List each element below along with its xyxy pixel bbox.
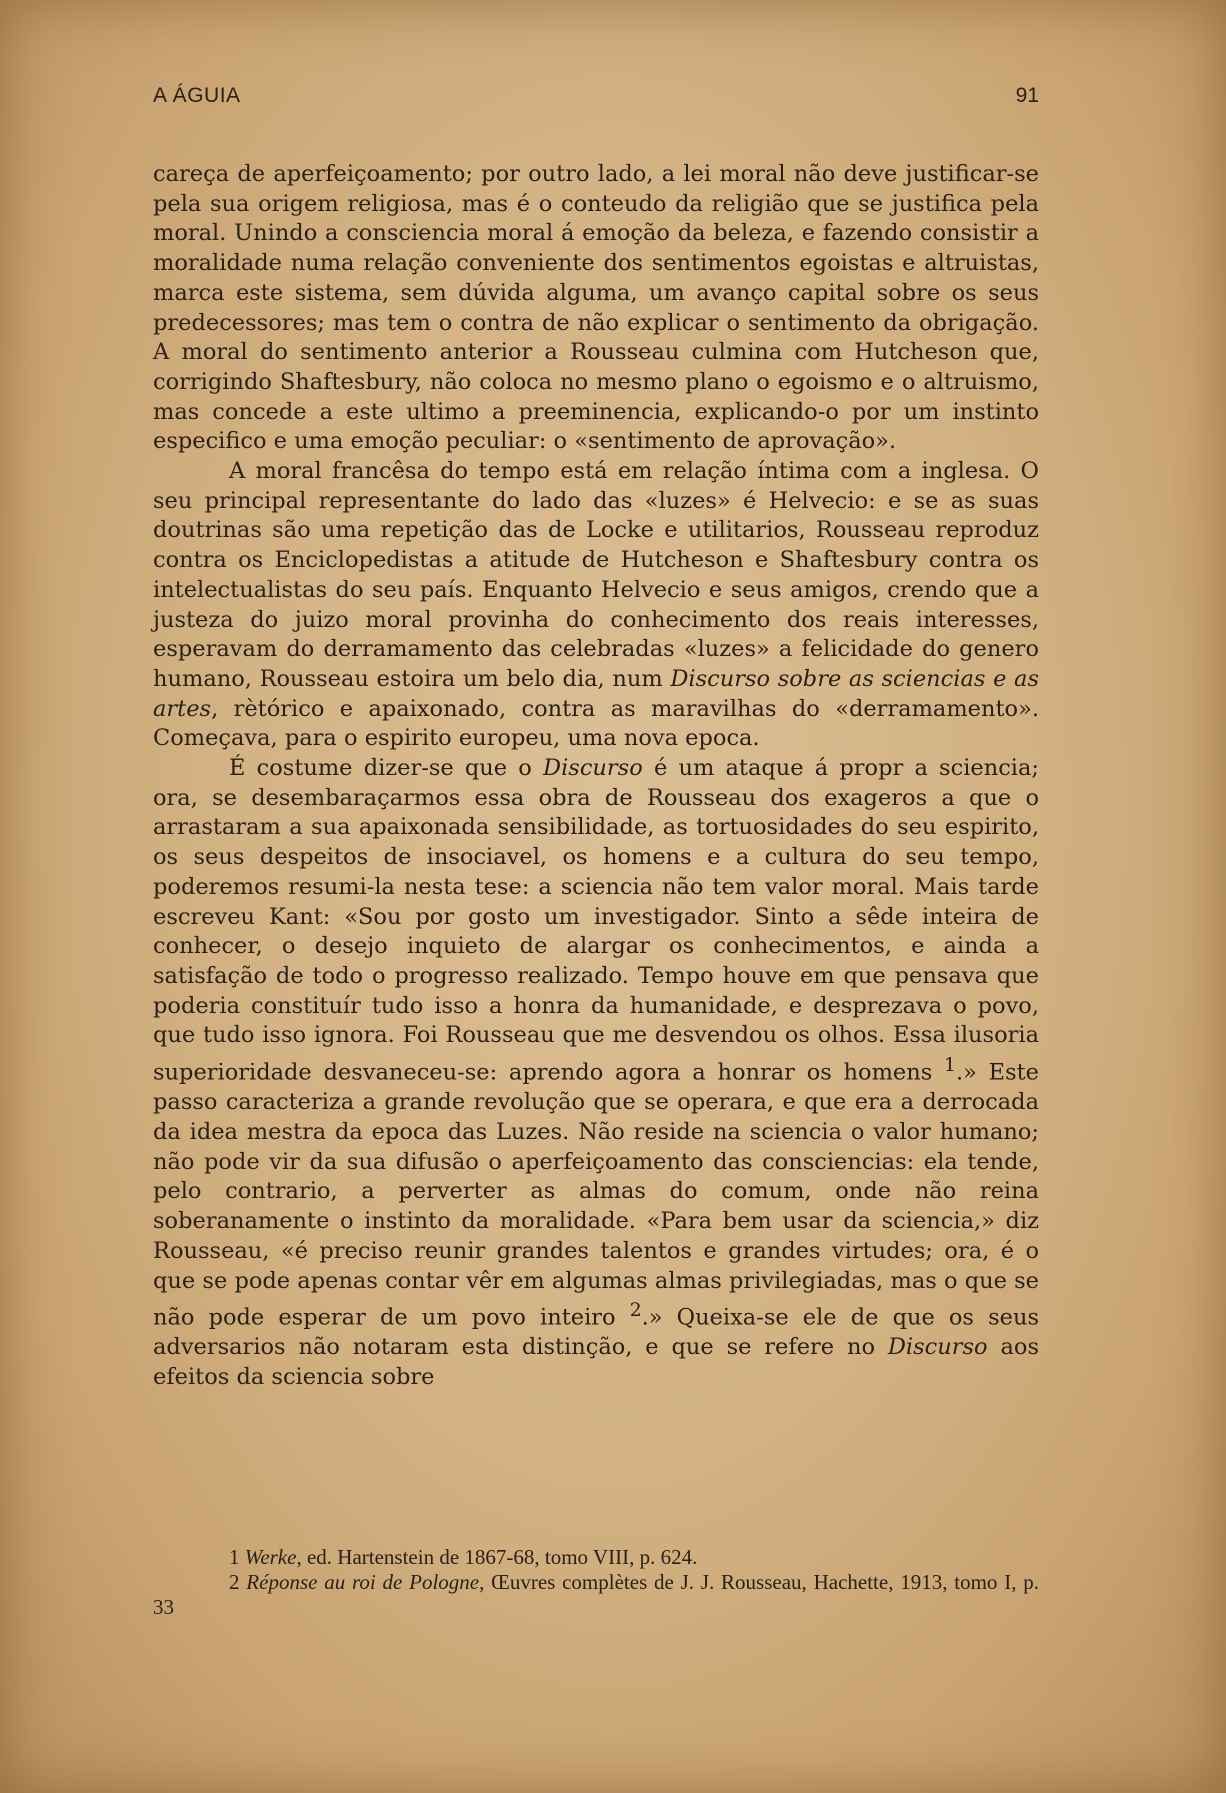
text-run: , ed. Hartenstein de 1867-68, tomo VIII, p. 624. [296,1545,698,1569]
paragraph [153,457,1039,754]
italic-text: Discurso [543,755,643,782]
italic-text: Werke [244,1545,297,1569]
footnote-ref: 2 [629,1300,642,1322]
paragraph [153,754,1039,1393]
italic-text: Réponse au roi de Pologne [246,1570,480,1594]
text-run: É costume dizer-se que o [229,755,544,782]
text-run: A moral francêsa do tempo está em relação íntima com a inglesa. O seu principal representante do lado das «luzes» é Helvecio: e se as suas doutrinas são uma repetição das de Locke e utilitarios, Rousseau reproduz contra os Enciclopedistas a atitude de Hutcheson e Shaftesbury contra os intelectualistas do seu país. Enquanto Helvecio e seus amigos, crendo que a justeza do juizo moral provinha do conhecimento dos reais interesses, esperavam do derramamento das celebradas «luzes» a felicidade do genero humano, Rousseau estoira um belo dia, num [153,458,1039,692]
text-run: , rètórico e apaixonado, contra as maravilhas do «derramamento». Começava, para o espirito europeu, uma nova epoca. [153,695,1039,752]
text-run: .» Este passo caracteriza a grande revolução que se operara, e que era a derrocada da idea mestra da epoca das Luzes. Não reside na sciencia o valor humano; não pode vir da sua difusão o aperfeiçoamento das consciencias: ela tende, pelo contrario, a perverter as almas do comum, onde não reina soberanamente o instinto da moralidade. «Para bem usar da sciencia,» diz Rousseau, «é preciso reunir grandes talentos e grandes virtudes; ora, é o que se pode apenas contar vêr em algumas almas privilegiadas, mas o que se não pode esperar de um povo inteiro [153,1059,1039,1331]
text-run: 2 [229,1570,247,1594]
body-text [153,160,1039,1393]
page-number: 91 [1015,84,1039,107]
text-run: , Œuvres complètes de J. J. Rousseau, Hachette, 1913, tomo I, p. 33 [153,1570,1039,1619]
italic-text: Discurso [887,1334,988,1361]
text-run: é um ataque á propr a sciencia; ora, se desembaraçarmos essa obra de Rousseau dos exageros a que o arrastaram a sua apaixonada sensibilidade, as tortuosidades do seu espirito, os seus despeitos de insociavel, os homens e a cultura do seu tempo, poderemos resumi-la nesta tese: a sciencia não tem valor moral. Mais tarde escreveu Kant: «Sou por gosto um investigador. Sinto a sêde inteira de conhecer, o desejo inquieto de alargar os conhecimentos, e ainda a satisfação de todo o progresso realizado. Tempo houve em que pensava que poderia constituír tudo isso a honra da humanidade, e desprezava o povo, que tudo isso ignora. Foi Rousseau que me desvendou os olhos. Essa ilusoria superioridade desvaneceu-se: aprendo agora a honrar os homens [153,755,1039,1086]
footnote [153,1545,1039,1570]
text-run: 1 [229,1545,245,1569]
text-run: aos efeitos da sciencia sobre [153,1334,1039,1391]
footnotes [153,1545,1039,1620]
footnote [153,1570,1039,1620]
running-head: A ÁGUIA [153,84,241,107]
text-run: careça de aperfeiçoamento; por outro lado, a lei moral não deve justificar-se pela sua origem religiosa, mas é o conteudo da religião que se justifica pela moral. Unindo a consciencia moral á emoção da beleza, e fazendo consistir a moralidade numa relação conveniente dos sentimentos egoistas e altruistas, marca este sistema, sem dúvida alguma, um avanço capital sobre os seus predecessores; mas tem o contra de não explicar o sentimento da obrigação. A moral do sentimento anterior a Rousseau culmina com Hutcheson que, corrigindo Shaftesbury, não coloca no mesmo plano o egoismo e o altruismo, mas concede a este ultimo a preeminencia, explicando-o por um instinto especifico e uma emoção peculiar: o «sentimento de aprovação». [153,161,1039,455]
footnote-ref: 1 [944,1055,956,1077]
text-run: .» Queixa-se ele de que os seus adversarios não notaram esta distinção, e que se refere no [153,1304,1039,1361]
paragraph [153,160,1039,457]
italic-text: Discurso sobre as sciencias e as artes [153,665,1039,722]
page-header [153,84,1039,114]
